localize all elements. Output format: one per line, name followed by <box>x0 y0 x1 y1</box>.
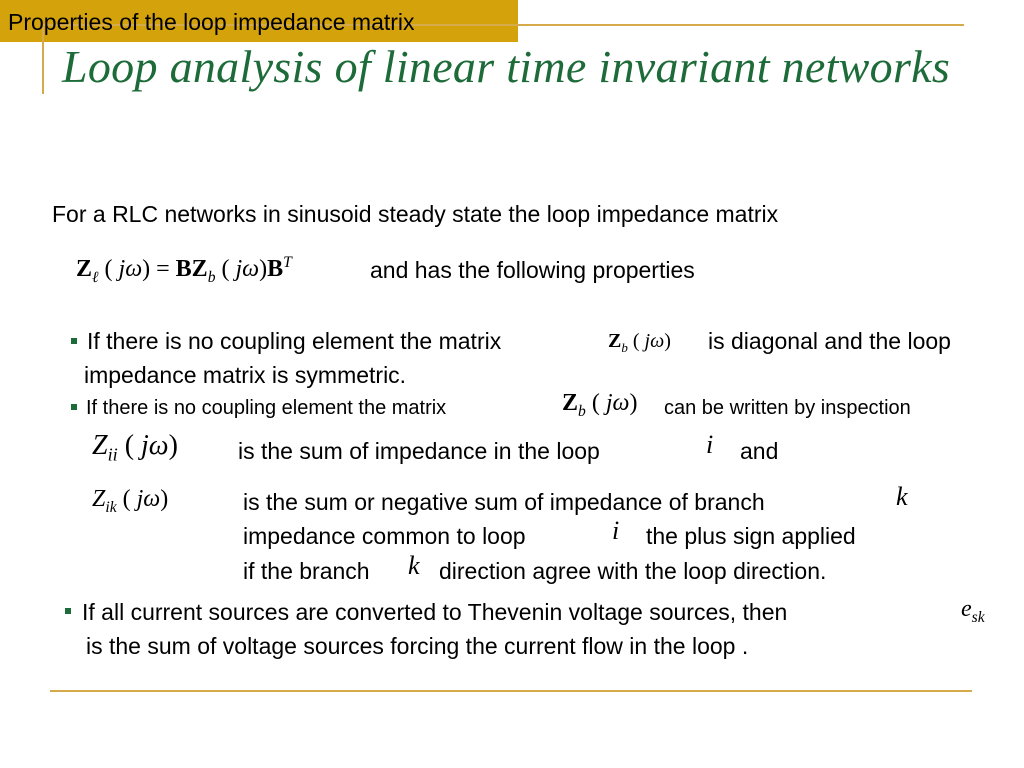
bullet-marker <box>65 608 71 614</box>
zik-symbol: $Z_{ik}$ ( jω) <box>92 486 169 516</box>
equation-suffix: and has the following properties <box>370 257 695 283</box>
loop-impedance-equation: $Z_\ell$ ( $j\omega) = BZ_b$ ( $j\omega)B^T$ <box>76 254 292 286</box>
zik-line2-start: impedance common to loop <box>243 523 526 549</box>
slide-title: Loop analysis of linear time invariant networks <box>62 41 951 92</box>
bullet-marker <box>71 338 77 344</box>
branch-index-k: k <box>896 482 908 511</box>
zik-line1: is the sum or negative sum of impedance of branch <box>243 489 765 515</box>
intro-text: For a RLC networks in sinusoid steady state the loop impedance matrix <box>52 201 779 227</box>
section-badge <box>0 0 518 42</box>
zii-and: and <box>740 438 779 464</box>
zik-line3-end: direction agree with the loop direction. <box>439 558 827 584</box>
bullet2-text-end: can be written by inspection <box>664 397 911 419</box>
loop-index-i: i <box>706 430 714 459</box>
zb-symbol: $Z_b$ ( jω) <box>562 390 638 420</box>
zik-line2-end: the plus sign applied <box>646 523 856 549</box>
bullet2-text-start: If there is no coupling element the matrix <box>86 397 447 419</box>
bottom-rule <box>50 690 972 692</box>
bullet1-line2: impedance matrix is symmetric. <box>84 362 407 388</box>
zb-symbol: $Z_b$ ( jω) <box>608 330 671 355</box>
bullet3-line1: If all current sources are converted to Thevenin voltage sources, then <box>82 599 788 625</box>
section-label: Properties of the loop impedance matrix <box>8 9 415 35</box>
bullet1-text-start: If there is no coupling element the matrix <box>87 328 502 354</box>
bullet3-line2: is the sum of voltage sources forcing the current flow in the loop . <box>86 633 749 659</box>
esk-symbol: $e_{sk}$ <box>961 596 985 626</box>
zik-line3-start: if the branch <box>243 558 370 584</box>
zii-description: is the sum of impedance in the loop <box>238 438 600 464</box>
bullet1-text-end: is diagonal and the loop <box>708 328 951 354</box>
zii-symbol: $Z_{ii}$ ( jω) <box>92 430 178 465</box>
loop-index-i: i <box>612 516 620 545</box>
branch-index-k: k <box>408 551 420 580</box>
bullet-marker <box>71 404 77 410</box>
